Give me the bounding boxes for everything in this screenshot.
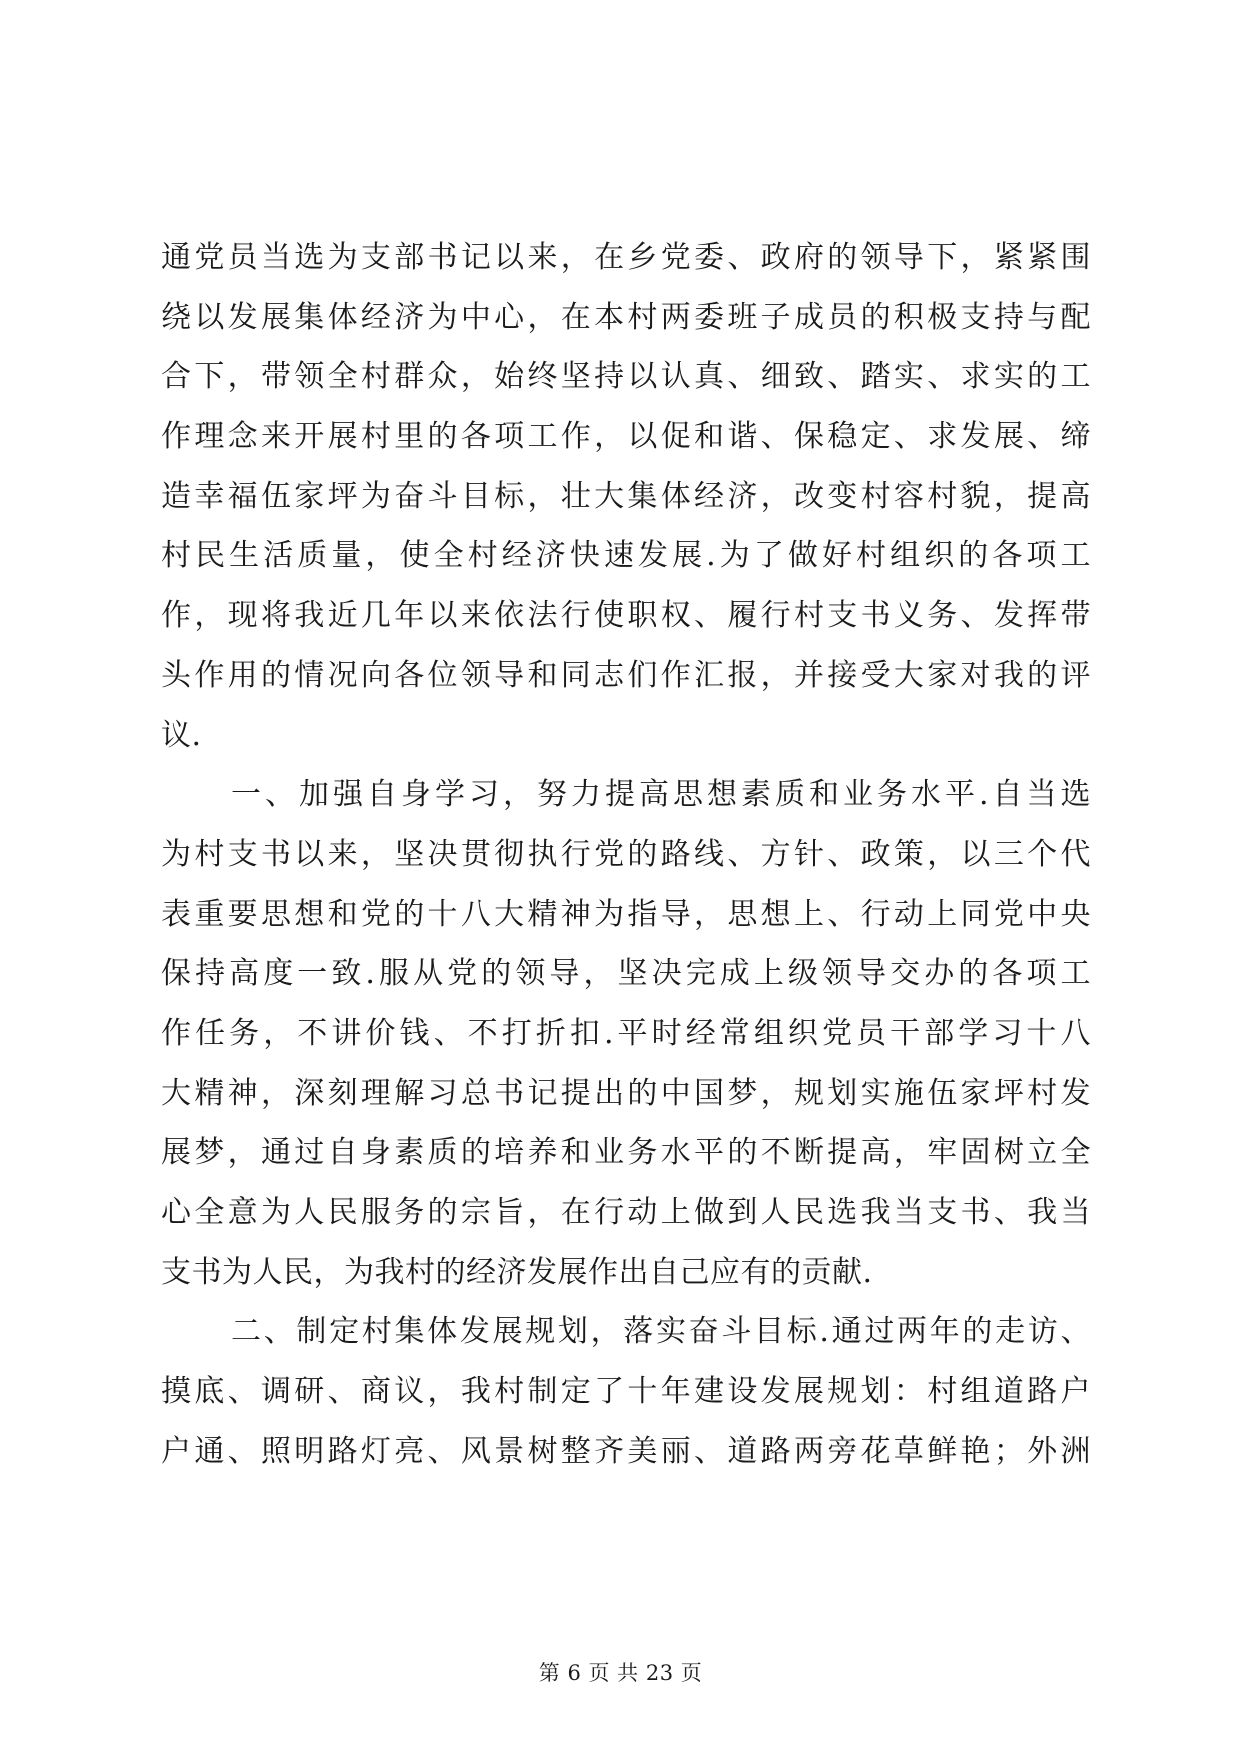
- text-line: 大精神，深刻理解习总书记提出的中国梦，规划实施伍家坪村发: [161, 1075, 1091, 1111]
- text-line: 为村支书以来，坚决贯彻执行党的路线、方针、政策，以三个代: [161, 836, 1091, 872]
- body-text: [161, 228, 1091, 1481]
- text-line: 绕以发展集体经济为中心，在本村两委班子成员的积极支持与配: [161, 299, 1091, 335]
- text-line: 合下，带领全村群众，始终坚持以认真、细致、踏实、求实的工: [161, 359, 1091, 395]
- text-line: 通党员当选为支部书记以来，在乡党委、政府的领导下，紧紧围: [161, 240, 1091, 275]
- text-line: 保持高度一致.服从党的领导，坚决完成上级领导交办的各项工: [161, 956, 1091, 992]
- text-line: 展梦，通过自身素质的培养和业务水平的不断提高，牢固树立全: [161, 1135, 1091, 1171]
- text-line: 村民生活质量，使全村经济快速发展.为了做好村组织的各项工: [161, 538, 1091, 574]
- text-line: 作理念来开展村里的各项工作，以促和谐、保稳定、求发展、缔: [161, 419, 1091, 455]
- text-line: 造幸福伍家坪为奋斗目标，壮大集体经济，改变村容村貌，提高: [161, 478, 1091, 514]
- text-line: 议.: [161, 717, 202, 753]
- text-line: 头作用的情况向各位领导和同志们作汇报，并接受大家对我的评: [161, 657, 1091, 693]
- page-number-footer: 第 6 页 共 23 页: [538, 1661, 703, 1685]
- text-line: 摸底、调研、商议，我村制定了十年建设发展规划：村组道路户: [161, 1374, 1091, 1410]
- section-heading-line: 二、制定村集体发展规划，落实奋斗目标.通过两年的走访、: [231, 1314, 1091, 1350]
- text-line: 表重要思想和党的十八大精神为指导，思想上、行动上同党中央: [161, 896, 1091, 932]
- section-heading-line: 一、加强自身学习，努力提高思想素质和业务水平.自当选: [231, 777, 1091, 813]
- text-line: 支书为人民，为我村的经济发展作出自己应有的贡献.: [161, 1254, 873, 1290]
- text-line: 作，现将我近几年以来依法行使职权、履行村支书义务、发挥带: [161, 598, 1091, 634]
- text-line: 作任务，不讲价钱、不打折扣.平时经常组织党员干部学习十八: [161, 1015, 1091, 1051]
- text-line: 心全意为人民服务的宗旨，在行动上做到人民选我当支书、我当: [161, 1195, 1091, 1230]
- text-line: 户通、照明路灯亮、风景树整齐美丽、道路两旁花草鲜艳；外洲: [161, 1433, 1091, 1469]
